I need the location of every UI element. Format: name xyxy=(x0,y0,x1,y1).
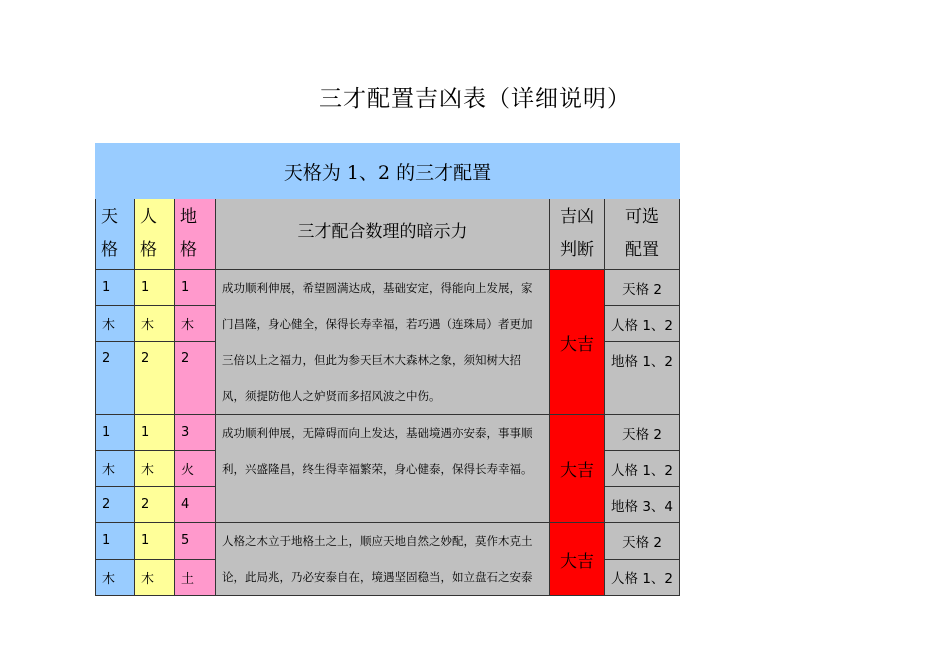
cell-di: 4 xyxy=(175,487,216,523)
cell-tian: 1 xyxy=(96,415,135,451)
verdict-badge: 大吉 xyxy=(550,415,605,523)
cell-ren: 1 xyxy=(135,415,175,451)
cell-di: 1 xyxy=(175,270,216,306)
cell-tian: 木 xyxy=(96,451,135,487)
cell-tian: 木 xyxy=(96,306,135,342)
option-cell: 人格 1、2 xyxy=(605,451,680,487)
option-cell: 人格 1、2 xyxy=(605,306,680,342)
option-cell: 天格 2 xyxy=(605,523,680,560)
cell-ren: 木 xyxy=(135,451,175,487)
cell-tian: 2 xyxy=(96,342,135,415)
option-cell: 人格 1、2 xyxy=(605,559,680,596)
cell-tian: 木 xyxy=(96,559,135,596)
option-cell: 天格 2 xyxy=(605,270,680,306)
cell-di: 火 xyxy=(175,451,216,487)
header-options: 可选 配置 xyxy=(605,199,680,270)
cell-ren: 2 xyxy=(135,342,175,415)
header-meaning: 三才配合数理的暗示力 xyxy=(216,199,550,270)
sancai-table xyxy=(95,143,680,596)
cell-ren: 2 xyxy=(135,487,175,523)
cell-ren: 1 xyxy=(135,270,175,306)
verdict-badge: 大吉 xyxy=(550,523,605,596)
cell-ren: 木 xyxy=(135,306,175,342)
cell-tian: 1 xyxy=(96,270,135,306)
cell-tian: 1 xyxy=(96,523,135,560)
header-di-ge: 地 格 xyxy=(175,199,216,270)
meaning-text: 成功顺利伸展，无障碍而向上发达，基础境遇亦安泰，事事顺利，兴盛隆昌，终生得幸福繁荣，身心健泰，保得长寿幸福。 xyxy=(216,415,550,523)
document-title: 三才配置吉凶表（详细说明） xyxy=(319,86,631,112)
meaning-text: 人格之木立于地格土之上，顺应天地自然之妙配，莫作木克土论，此局兆，乃必安泰自在，境遇坚固稳当，如立盘石之安泰 xyxy=(216,523,550,596)
header-verdict: 吉凶 判断 xyxy=(550,199,605,270)
table-row xyxy=(96,415,680,451)
cell-di: 土 xyxy=(175,559,216,596)
cell-di: 5 xyxy=(175,523,216,560)
option-cell: 天格 2 xyxy=(605,415,680,451)
meaning-text: 成功顺利伸展，希望圆满达成，基础安定，得能向上发展，家门昌隆，身心健全，保得长寿幸福，若巧遇（连珠局）者更加三倍以上之福力，但此为参天巨木大森林之象，须知树大招风，须提防他人之妒贤而多招风波之中伤。 xyxy=(216,270,550,415)
option-cell: 地格 3、4 xyxy=(605,487,680,523)
option-cell: 地格 1、2 xyxy=(605,342,680,415)
header-ren-ge: 人 格 xyxy=(135,199,175,270)
cell-di: 木 xyxy=(175,306,216,342)
header-tian-ge: 天 格 xyxy=(96,199,135,270)
table-banner: 天格为 1、2 的三才配置 xyxy=(96,144,680,199)
cell-ren: 1 xyxy=(135,523,175,560)
table-row xyxy=(96,523,680,560)
cell-ren: 木 xyxy=(135,559,175,596)
verdict-badge: 大吉 xyxy=(550,270,605,415)
table-row xyxy=(96,270,680,306)
cell-tian: 2 xyxy=(96,487,135,523)
cell-di: 3 xyxy=(175,415,216,451)
cell-di: 2 xyxy=(175,342,216,415)
